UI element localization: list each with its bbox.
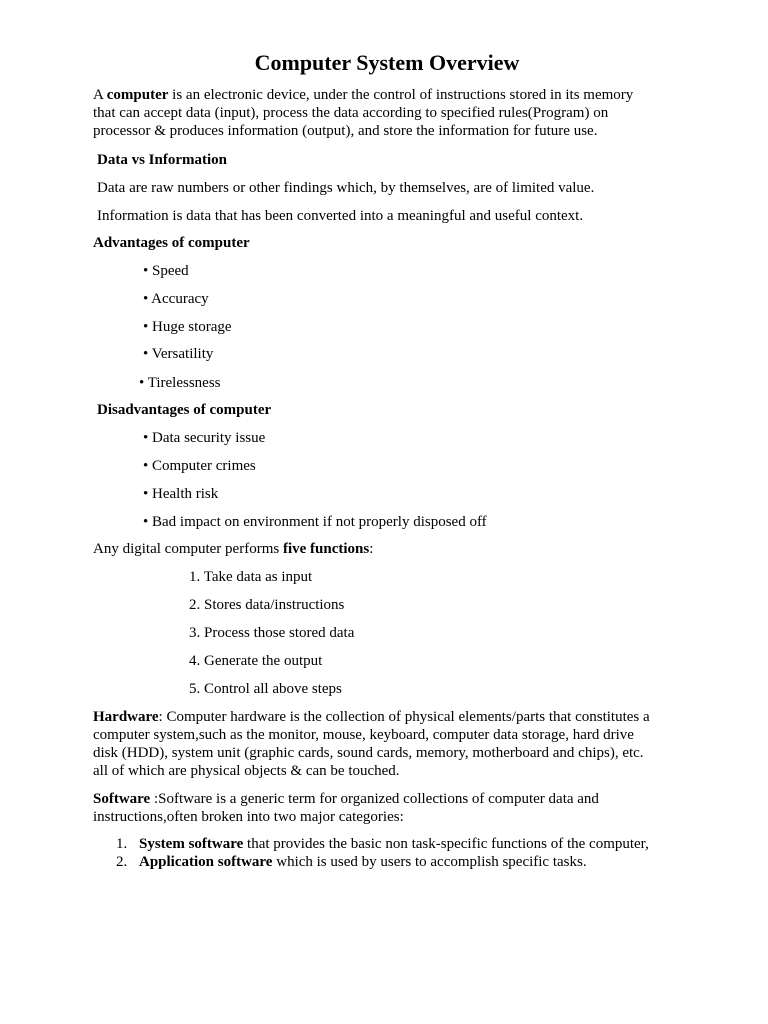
software-line-1 xyxy=(93,790,599,808)
list-item-bold-term: System software xyxy=(139,836,244,852)
list-item: • Speed xyxy=(143,263,189,279)
functions-bold-term: five functions xyxy=(282,541,370,557)
hardware-line-1-rest: : Computer hardware is the collection of physical elements/parts that constitutes a xyxy=(158,709,650,725)
list-item: 3. Process those stored data xyxy=(189,625,355,641)
functions-tail: : xyxy=(369,541,374,557)
page-title: Computer System Overview xyxy=(254,50,520,75)
hardware-line-1 xyxy=(93,708,650,726)
intro-bold-term: computer xyxy=(106,87,169,103)
list-item: • Data security issue xyxy=(143,430,266,446)
software-line-1-rest: :Software is a generic term for organized collections of computer data and xyxy=(150,791,599,807)
intro-line-1-rest: is an electronic device, under the control of instructions stored in its memory xyxy=(168,87,634,103)
list-item: • Health risk xyxy=(143,486,219,502)
intro-lead: A xyxy=(93,87,107,103)
list-item: • Huge storage xyxy=(143,319,232,335)
list-item: • Versatility xyxy=(143,346,214,362)
intro-line-2: that can accept data (input), process the data according to specified rules(Program) on xyxy=(93,105,609,121)
list-item: • Accuracy xyxy=(143,291,209,307)
functions-lead: Any digital computer performs xyxy=(93,541,283,557)
disadvantages-heading: Disadvantages of computer xyxy=(97,402,272,418)
functions-intro xyxy=(93,540,373,558)
hardware-line-2: computer system,such as the monitor, mouse, keyboard, computer data storage, hard drive xyxy=(93,727,634,743)
list-item: 1. Take data as input xyxy=(189,569,313,585)
list-item-number: 1. xyxy=(116,836,128,852)
list-item: 5. Control all above steps xyxy=(189,681,342,697)
hardware-line-3: disk (HDD), system unit (graphic cards, sound cards, memory, motherboard and chips), etc. xyxy=(93,745,644,761)
hardware-line-4: all of which are physical objects & can be touched. xyxy=(93,763,400,779)
list-item: 4. Generate the output xyxy=(189,653,323,669)
advantages-heading: Advantages of computer xyxy=(93,235,250,251)
list-item-number: 2. xyxy=(116,854,128,870)
list-item xyxy=(116,853,587,871)
software-term: Software xyxy=(93,791,151,807)
list-item-bold-term: Application software xyxy=(139,854,273,870)
information-definition: Information is data that has been converted into a meaningful and useful context. xyxy=(97,208,584,224)
intro-line-1 xyxy=(93,86,633,104)
data-vs-info-heading: Data vs Information xyxy=(97,152,227,168)
data-definition: Data are raw numbers or other findings which, by themselves, are of limited value. xyxy=(97,180,595,196)
list-item: • Bad impact on environment if not properly disposed off xyxy=(143,514,487,530)
list-item: • Tirelessness xyxy=(139,375,221,391)
list-item-text: that provides the basic non task-specific functions of the computer, xyxy=(243,836,649,852)
hardware-term: Hardware xyxy=(93,709,159,725)
list-item: • Computer crimes xyxy=(143,458,256,474)
list-item-text: which is used by users to accomplish specific tasks. xyxy=(272,854,587,870)
intro-line-3: processor & produces information (output), and store the information for future use. xyxy=(93,123,598,139)
list-item: 2. Stores data/instructions xyxy=(189,597,345,613)
software-line-2: instructions,often broken into two major categories: xyxy=(93,809,404,825)
list-item xyxy=(116,835,649,853)
